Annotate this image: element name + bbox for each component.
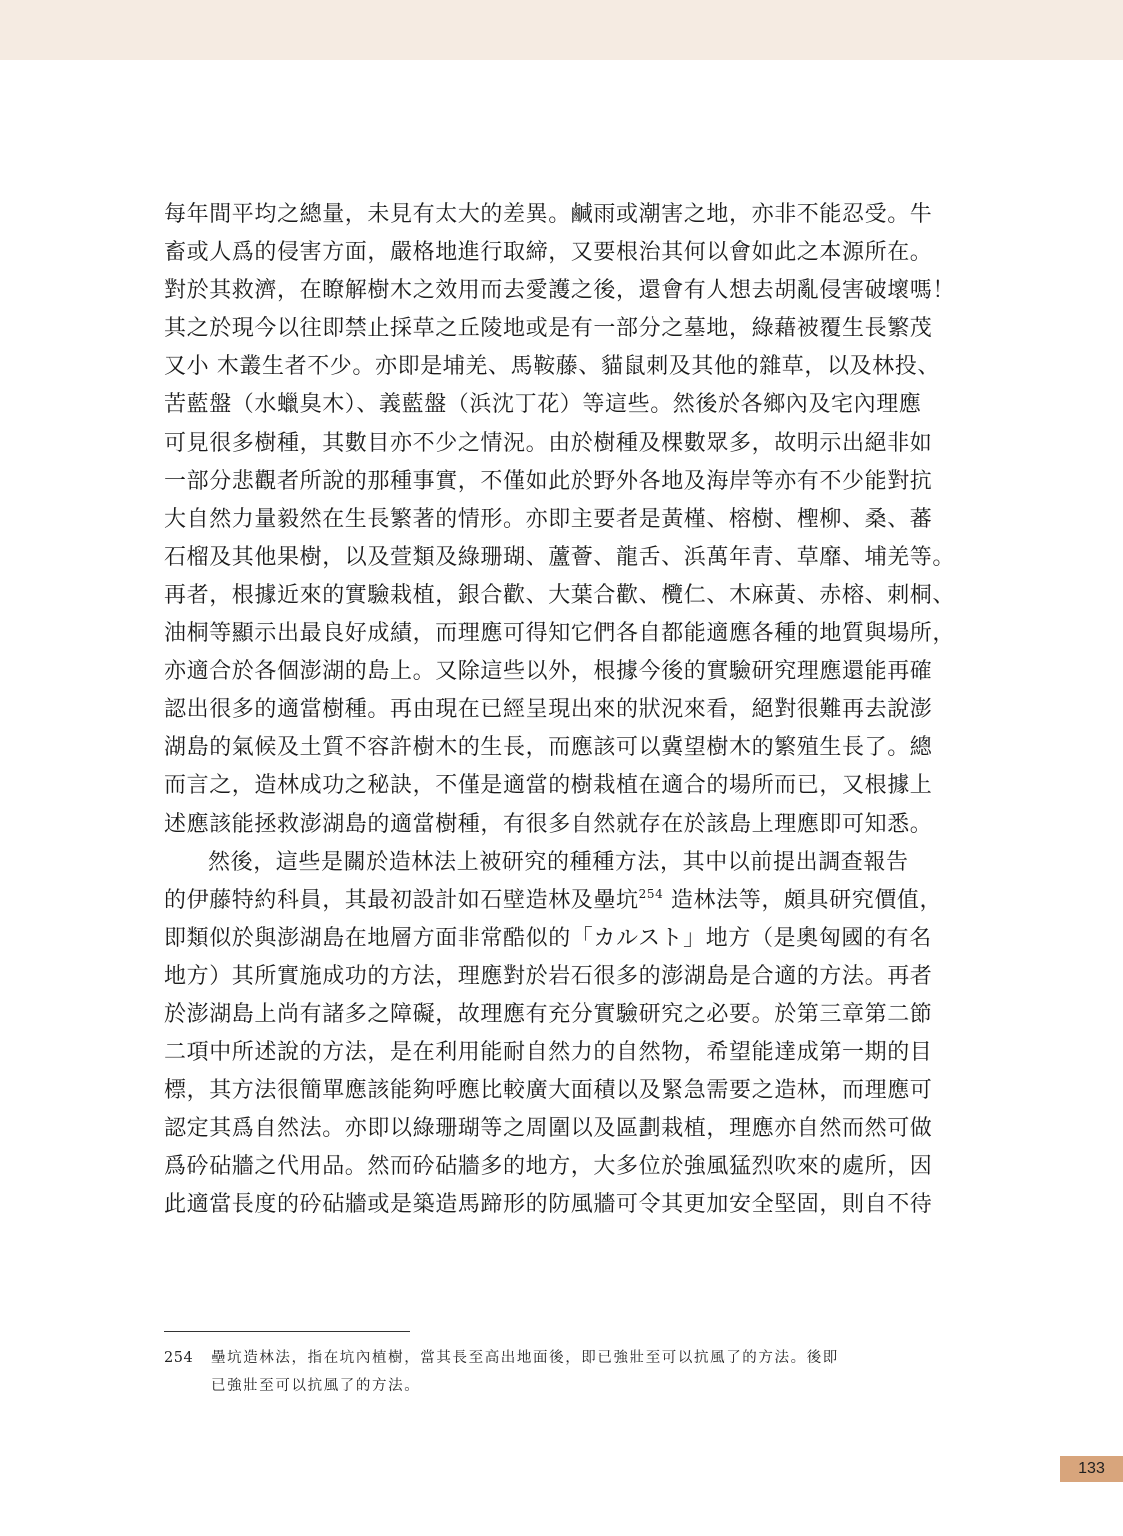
body-line: 每年間平均之總量，未見有太大的差異。鹹雨或潮害之地，亦非不能忍受。牛 [164, 202, 933, 227]
body-line: 此適當長度的砛砧牆或是築造馬蹄形的防風牆可令其更加安全堅固，則自不待 [164, 1192, 933, 1218]
body-line: 畜或人爲的侵害方面，嚴格地進行取締，又要根治其何以會如此之本源所在。 [164, 240, 933, 266]
body-line: 於澎湖島上尚有諸多之障礙，故理應有充分實驗研究之必要。於第三章第二節 [164, 1001, 933, 1027]
body-line: 湖島的氣候及土質不容許樹木的生長，而應該可以冀望樹木的繁殖生長了。總 [164, 735, 933, 761]
body-line: 一部分悲觀者所說的那種事實，不僅如此於野外各地及海岸等亦有不少能對抗 [164, 468, 933, 494]
body-line: 又小 木叢生者不少。亦即是埔羌、馬鞍藤、貓鼠刺及其他的雜草，以及林投、 [164, 354, 940, 380]
body-line: 亦適合於各個澎湖的島上。又除這些以外，根據今後的實驗研究理應還能再確 [164, 659, 933, 685]
header-band [0, 0, 1123, 60]
paragraph-start-line: 然後，這些是關於造林法上被研究的種種方法，其中以前提出調查報告 [208, 849, 909, 875]
page-number [1060, 1456, 1123, 1482]
body-line: 標，其方法很簡單應該能夠呼應比較廣大面積以及緊急需要之造林，而理應可 [164, 1078, 933, 1104]
body-line: 苦藍盤（水蠟臭木）、義藍盤（浜沈丁花）等這些。然後於各鄉內及宅內理應 [164, 392, 922, 418]
page-number-text: 133 [1078, 1460, 1105, 1477]
footnote-text-continued: 已強壯至可以抗風了的方法。 [211, 1378, 421, 1394]
body-line: 而言之，造林成功之秘訣，不僅是適當的樹栽植在適合的場所而已，又根據上 [164, 773, 933, 799]
body-line: 石榴及其他果樹，以及萱類及綠珊瑚、蘆薈、龍舌、浜萬年青、草靡、埔羌等。 [164, 544, 956, 570]
body-line: 再者，根據近來的實驗栽植，銀合歡、大葉合歡、欖仁、木麻黃、赤榕、刺桐、 [164, 582, 956, 608]
body-line: 認定其爲自然法。亦即以綠珊瑚等之周圍以及區劃栽植，理應亦自然而然可做 [164, 1116, 933, 1142]
body-text-segment: 造林法等，頗具研究價值， [663, 887, 943, 913]
body-line: 爲砛砧牆之代用品。然而砛砧牆多的地方，大多位於強風猛烈吹來的處所，因 [164, 1154, 933, 1180]
body-line: 即類似於與澎湖島在地層方面非常酷似的「カルスト」地方（是奧匈國的有名 [164, 925, 932, 951]
body-line: 認出很多的適當樹種。再由現在已經呈現出來的狀況來看，絕對很難再去說澎 [164, 697, 933, 723]
body-text-segment: 的伊藤特約科員，其最初設計如石壁造林及壘坑 [164, 887, 639, 913]
footnote-reference[interactable]: 254 [638, 886, 664, 901]
body-line: 油桐等顯示出最良好成績，而理應可得知它們各自都能適應各種的地質與場所， [164, 621, 956, 647]
footnote-number: 254 [164, 1350, 194, 1366]
body-line: 大自然力量毅然在生長繁著的情形。亦即主要者是黃槿、榕樹、檉柳、桑、蕃 [164, 506, 933, 532]
footnote-text: 壘坑造林法，指在坑內植樹，當其長至高出地面後，即已強壯至可以抗風了的方法。後即 [211, 1350, 839, 1366]
body-line: 可見很多樹種，其數目亦不少之情況。由於樹種及棵數眾多，故明示出絕非如 [164, 430, 933, 456]
body-line: 述應該能拯救澎湖島的適當樹種，有很多自然就存在於該島上理應即可知悉。 [164, 811, 933, 837]
footnote-row [164, 1344, 964, 1372]
footnote [164, 1344, 964, 1400]
body-line-with-footnote-ref [164, 882, 964, 920]
body-line: 地方）其所實施成功的方法，理應對於岩石很多的澎湖島是合適的方法。再者 [164, 963, 933, 989]
body-line: 二項中所述說的方法，是在利用能耐自然力的自然物，希望能達成第一期的目 [164, 1040, 933, 1066]
body-text [164, 196, 964, 1225]
body-line: 其之於現今以往即禁止採草之丘陵地或是有一部分之墓地，綠藉被覆生長繁茂 [164, 316, 933, 342]
body-line: 對於其救濟，在瞭解樹木之效用而去愛護之後，還會有人想去胡亂侵害破壞嗎！ [164, 278, 956, 304]
footnote-divider [164, 1331, 410, 1332]
